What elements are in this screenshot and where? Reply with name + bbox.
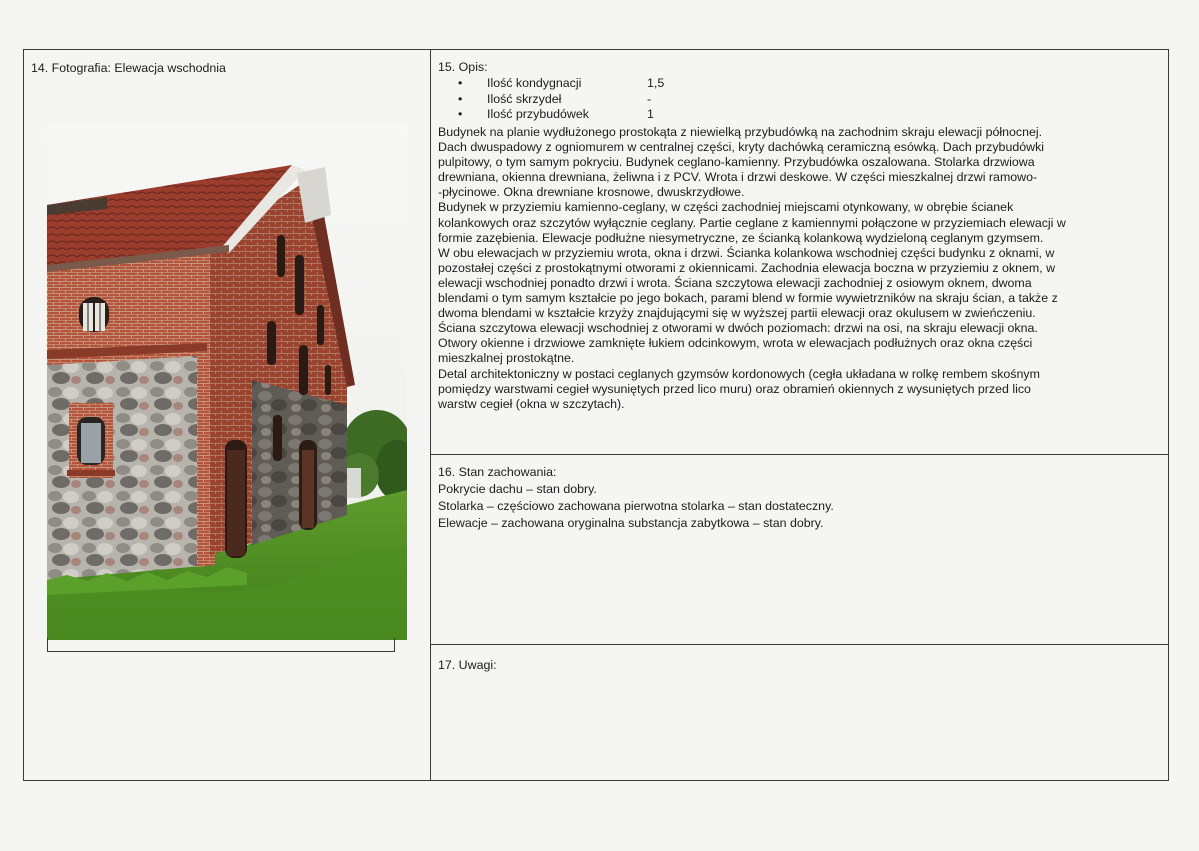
- fact-label: Ilość skrzydeł: [487, 91, 562, 106]
- column-divider: [430, 49, 431, 781]
- description-text: Budynek na planie wydłużonego prostokąta z niewielką przybudówką na zachodnim skraju elewacji północnej. Dach dwuspadowy z ogniomurem w centralnej części, kryty dachówką ceramiczną esówką. Dach przybudówki pulpitowy, o tym samym pokryciu. Budynek ceglano-kamienny. Przybudówka oszalowana. Stolarka drzwiowa drewniana, okienna drewniana, żeliwna i z PCV. Wrota i drzwi deskowe. W części mieszkalnej drzwi ramowo- -płycinowe. Okna drewniane krosnowe, dwuskrzydłowe. Budynek w przyziemiu kamienno-ceglany, w części zachodniej miejscami otynkowany, w obrębie ścianek kolankowych oraz szczytów wyłącznie ceglany. Partie ceglane z kamiennymi połączone w przyziemiach elewacji w formie zazębienia. Elewacje podłużne niesymetryczne, ze ścianką kolankową wydzieloną ceglanym gzymsem. W obu elewacjach w przyziemiu wrota, okna i drzwi. Ścianka kolankowa wschodniej części budynku z oknami, w pozostałej części z prostokątnymi otworami z okiennicami. Zachodnia elewacja boczna w przyziemiu z oknem, w elewacji wschodniej ponadto drzwi i wrota. Ściana szczytowa elewacji zachodniej z osiowym oknem, dwoma blendami o tym samym kształcie po jego bokach, parami blend w formie wywietrzników na skraju ścian, a także z dwoma blendami w kształcie krzyży znajdującymi się w wyższej partii elewacji oraz okulusem w zwieńczeniu. Ściana szczytowa elewacji wschodniej z otworami w dwóch poziomach: drzwi na osi, na skraju elewacji okna. Otwory okienne i drzwiowe zamknięte łukiem odcinkowym, wrota w elewacjach podłużnych oraz okna części mieszkalnej prostokątne. Detal architektoniczny w postaci ceglanych gzymsów kordonowych (cegła układana w rolkę rembem skośnym pomiędzy warstwami cegieł wysuniętych przed lico muru) oraz obramień okiennych z wysuniętych przed lico warstw cegieł (okna w szczytach).: [438, 125, 1066, 411]
- bullet-icon: •: [458, 91, 463, 106]
- building-facts-list: [458, 76, 664, 123]
- photo-section-title: 14. Fotografia: Elewacja wschodnia: [31, 61, 226, 75]
- remarks-section-title: 17. Uwagi:: [438, 658, 497, 672]
- fact-value: 1: [647, 107, 654, 121]
- fact-label: Ilość kondygnacji: [487, 76, 582, 90]
- list-item: [458, 107, 664, 123]
- condition-section-title: 16. Stan zachowania:: [438, 465, 557, 479]
- bullet-icon: •: [458, 107, 463, 121]
- condition-text: Pokrycie dachu – stan dobry. Stolarka – częściowo zachowana pierwotna stolarka – stan dostateczny. Elewacje – zachowana oryginalna substancja zabytkowa – stan dobry.: [438, 482, 834, 530]
- building-photo: [47, 125, 407, 640]
- fact-value: 1,5: [647, 76, 665, 90]
- fact-value: -: [647, 91, 652, 106]
- fact-label: Ilość przybudówek: [487, 107, 589, 121]
- list-item: [458, 92, 664, 108]
- list-item: [458, 76, 664, 92]
- description-section-title: 15. Opis:: [438, 60, 488, 74]
- row-divider: [430, 644, 1169, 645]
- photo-frame: [47, 638, 395, 652]
- building-photo-illustration: [47, 125, 407, 640]
- row-divider: [430, 454, 1169, 455]
- bullet-icon: •: [458, 76, 463, 90]
